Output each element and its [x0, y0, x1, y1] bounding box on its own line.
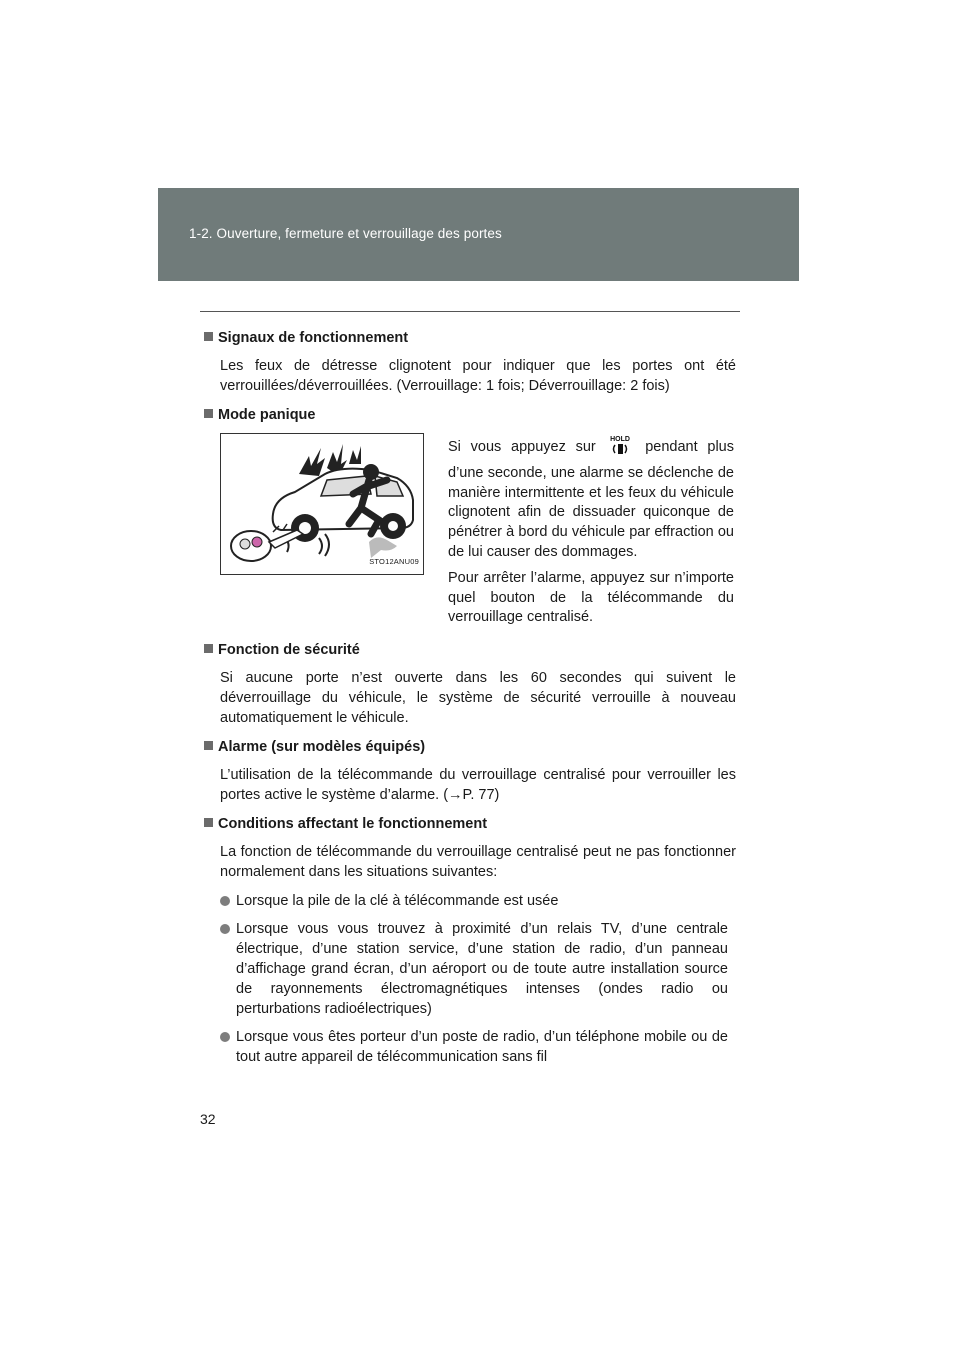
- square-bullet-icon: [204, 409, 213, 418]
- round-bullet-icon: [220, 1032, 230, 1042]
- panic-block: [204, 433, 736, 634]
- heading-panique: Mode panique: [204, 405, 736, 425]
- paragraph-conditions: La fonction de télécommande du verrouillage centralisé peut ne pas fonctionner normalement dans les situations suivantes:: [220, 844, 736, 881]
- square-bullet-icon: [204, 741, 213, 750]
- square-bullet-icon: [204, 332, 213, 341]
- list-item: Lorsque vous êtes porteur d’un poste de radio, d’un téléphone mobile ou de tout autre appareil de télécommunication sans fil: [220, 1027, 736, 1067]
- section-title: 1-2. Ouverture, fermeture et verrouillage des portes: [189, 226, 502, 241]
- panic-paragraph: Si vous appuyez sur HOLD pendant plus d’une seconde, une alarme se déclenche de manière intermittente et les feux du véhicule clignotent afin de dissuader quiconque de pénétrer à bord du véhicule par effraction ou de lui causer des dommages.: [448, 433, 734, 563]
- hold-button-icon: [609, 433, 631, 464]
- page-number: 32: [200, 1111, 216, 1127]
- list-item: Lorsque vous vous trouvez à proximité d’un relais TV, d’une centrale électrique, d’une station service, d’une station de radio, d’un panneau d’affichage grand écran, d’un aéroport ou de toute autre installation source de rayonnements électromagnétiques intenses (ondes radio ou perturbations radioélectriques): [220, 919, 736, 1019]
- round-bullet-icon: [220, 896, 230, 906]
- list-item: Lorsque la pile de la clé à télécommande est usée: [220, 891, 736, 911]
- figure-code: STO12ANU09: [369, 557, 419, 566]
- paragraph-signaux: Les feux de détresse clignotent pour indiquer que les portes ont été verrouillées/déverrouillées. (Verrouillage: 1 fois; Déverrouillage: 2 fois): [220, 358, 736, 394]
- square-bullet-icon: [204, 644, 213, 653]
- header-divider: [200, 311, 740, 312]
- heading-signaux: Signaux de fonctionnement: [204, 328, 736, 348]
- panic-illustration: [220, 433, 424, 575]
- heading-conditions: Conditions affectant le fonctionnement: [204, 814, 736, 834]
- svg-text:HOLD: HOLD: [610, 436, 631, 443]
- panic-description: [448, 433, 734, 634]
- heading-securite: Fonction de sécurité: [204, 640, 736, 660]
- section-header-band: [158, 188, 799, 281]
- square-bullet-icon: [204, 818, 213, 827]
- heading-alarme: Alarme (sur modèles équipés): [204, 737, 736, 757]
- page-content: [204, 328, 736, 1075]
- paragraph-alarme: L’utilisation de la télécommande du verrouillage centralisé pour verrouiller les portes active le système d’alarme. (→P. 77): [220, 767, 736, 804]
- panic-stop-paragraph: Pour arrêter l’alarme, appuyez sur n’importe quel bouton de la télécommande du verrouillage centralisé.: [448, 569, 734, 626]
- round-bullet-icon: [220, 924, 230, 934]
- paragraph-securite: Si aucune porte n’est ouverte dans les 60 secondes qui suivent le déverrouillage du véhicule, le système de sécurité verrouille à nouveau automatiquement le véhicule.: [220, 670, 736, 727]
